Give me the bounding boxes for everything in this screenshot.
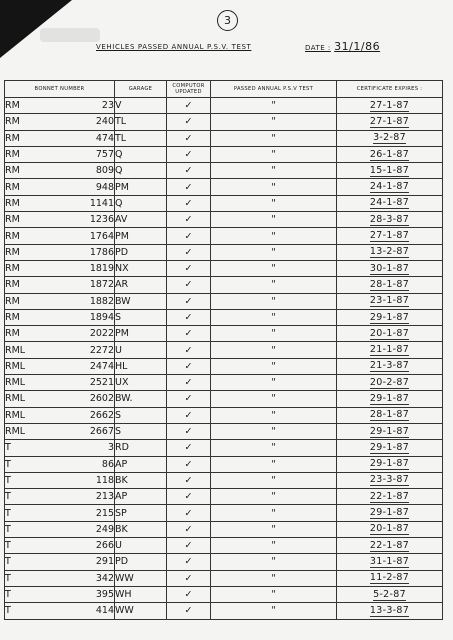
bonnet-number: 249 — [59, 521, 115, 537]
document-title: VEHICLES PASSED ANNUAL P.S.V. TEST — [96, 43, 252, 51]
computor-updated-check: ✓ — [167, 586, 211, 602]
table-row — [5, 293, 443, 309]
bonnet-class: RML — [5, 375, 59, 391]
bonnet-number: 1882 — [59, 293, 115, 309]
bonnet-class: RM — [5, 179, 59, 195]
garage-code: AR — [115, 277, 167, 293]
computor-updated-check: ✓ — [167, 603, 211, 619]
passed-test-ditto: " — [211, 505, 337, 521]
certificate-expiry: 5-2-87 — [373, 588, 406, 600]
bonnet-class: RM — [5, 277, 59, 293]
garage-code: BW — [115, 293, 167, 309]
computor-updated-check: ✓ — [167, 130, 211, 146]
computor-updated-check: ✓ — [167, 244, 211, 260]
computor-updated-check: ✓ — [167, 554, 211, 570]
page-number: 3 — [217, 10, 238, 31]
certificate-expiry-cell — [337, 456, 443, 472]
computor-updated-check: ✓ — [167, 228, 211, 244]
garage-code: HL — [115, 358, 167, 374]
table-row — [5, 228, 443, 244]
table-row — [5, 505, 443, 521]
bonnet-class: RM — [5, 163, 59, 179]
garage-code: Q — [115, 146, 167, 162]
certificate-expiry-cell — [337, 375, 443, 391]
bonnet-class: T — [5, 538, 59, 554]
certificate-expiry-cell — [337, 326, 443, 342]
table-row — [5, 570, 443, 586]
bonnet-number: 1894 — [59, 309, 115, 325]
bonnet-class: RM — [5, 260, 59, 276]
garage-code: TL — [115, 114, 167, 130]
passed-test-ditto: " — [211, 586, 337, 602]
col-header-bonnet-number: BONNET NUMBER — [5, 81, 115, 98]
table-row — [5, 603, 443, 619]
certificate-expiry-cell — [337, 244, 443, 260]
table-row — [5, 472, 443, 488]
table-header-row — [5, 81, 443, 98]
passed-test-ditto: " — [211, 130, 337, 146]
certificate-expiry-cell — [337, 179, 443, 195]
garage-code: SP — [115, 505, 167, 521]
certificate-expiry-cell — [337, 570, 443, 586]
bonnet-number: 395 — [59, 586, 115, 602]
certificate-expiry-cell — [337, 114, 443, 130]
computor-updated-check: ✓ — [167, 375, 211, 391]
certificate-expiry: 31-1-87 — [369, 555, 410, 567]
certificate-expiry-cell — [337, 293, 443, 309]
bonnet-number: 342 — [59, 570, 115, 586]
passed-test-ditto: " — [211, 456, 337, 472]
certificate-expiry: 24-1-87 — [369, 181, 410, 193]
computor-updated-check: ✓ — [167, 489, 211, 505]
bonnet-class: T — [5, 472, 59, 488]
computor-updated-check: ✓ — [167, 391, 211, 407]
bonnet-number: 2662 — [59, 407, 115, 423]
certificate-expiry-cell — [337, 505, 443, 521]
computor-updated-check: ✓ — [167, 570, 211, 586]
table-row — [5, 326, 443, 342]
bonnet-number: 2474 — [59, 358, 115, 374]
certificate-expiry-cell — [337, 407, 443, 423]
computor-updated-check: ✓ — [167, 456, 211, 472]
col-header-computor-updated: COMPUTOR UPDATED — [167, 81, 211, 98]
computor-updated-check: ✓ — [167, 293, 211, 309]
garage-code: AP — [115, 456, 167, 472]
table-row — [5, 440, 443, 456]
garage-code: PD — [115, 244, 167, 260]
certificate-expiry: 27-1-87 — [369, 115, 410, 127]
bonnet-class: T — [5, 570, 59, 586]
certificate-expiry: 27-1-87 — [369, 230, 410, 242]
computor-updated-check: ✓ — [167, 260, 211, 276]
bonnet-number: 1786 — [59, 244, 115, 260]
passed-test-ditto: " — [211, 375, 337, 391]
certificate-expiry: 13-2-87 — [369, 246, 410, 258]
bonnet-number: 213 — [59, 489, 115, 505]
computor-updated-check: ✓ — [167, 440, 211, 456]
certificate-expiry-cell — [337, 342, 443, 358]
table-row — [5, 163, 443, 179]
garage-code: Q — [115, 163, 167, 179]
bonnet-number: 3 — [59, 440, 115, 456]
table-row — [5, 244, 443, 260]
certificate-expiry-cell — [337, 489, 443, 505]
table-row — [5, 456, 443, 472]
bonnet-class: T — [5, 489, 59, 505]
certificate-expiry: 29-1-87 — [369, 458, 410, 470]
passed-test-ditto: " — [211, 407, 337, 423]
bonnet-class: RM — [5, 309, 59, 325]
passed-test-ditto: " — [211, 179, 337, 195]
bonnet-class: T — [5, 603, 59, 619]
table-row — [5, 130, 443, 146]
bonnet-class: RM — [5, 326, 59, 342]
passed-test-ditto: " — [211, 309, 337, 325]
certificate-expiry: 22-1-87 — [369, 490, 410, 502]
computor-updated-check: ✓ — [167, 521, 211, 537]
certificate-expiry: 20-2-87 — [369, 376, 410, 388]
bonnet-number: 948 — [59, 179, 115, 195]
garage-code: WH — [115, 586, 167, 602]
computor-updated-check: ✓ — [167, 179, 211, 195]
certificate-expiry-cell — [337, 163, 443, 179]
certificate-expiry: 20-1-87 — [369, 327, 410, 339]
certificate-expiry: 26-1-87 — [369, 148, 410, 160]
passed-test-ditto: " — [211, 440, 337, 456]
garage-code: S — [115, 407, 167, 423]
computor-updated-check: ✓ — [167, 423, 211, 439]
garage-code: AV — [115, 212, 167, 228]
certificate-expiry-cell — [337, 146, 443, 162]
passed-test-ditto: " — [211, 538, 337, 554]
computor-updated-check: ✓ — [167, 195, 211, 211]
certificate-expiry: 22-1-87 — [369, 539, 410, 551]
passed-test-ditto: " — [211, 342, 337, 358]
table-row — [5, 521, 443, 537]
table-row — [5, 538, 443, 554]
date-value: 31/1/86 — [334, 40, 381, 53]
certificate-expiry-cell — [337, 603, 443, 619]
garage-code: V — [115, 98, 167, 114]
bonnet-class: RM — [5, 228, 59, 244]
bonnet-class: T — [5, 586, 59, 602]
garage-code: WW — [115, 570, 167, 586]
certificate-expiry: 28-3-87 — [369, 213, 410, 225]
certificate-expiry: 23-3-87 — [369, 474, 410, 486]
bonnet-class: T — [5, 521, 59, 537]
bonnet-class: RM — [5, 293, 59, 309]
certificate-expiry: 21-3-87 — [369, 360, 410, 372]
certificate-expiry: 30-1-87 — [369, 262, 410, 274]
bonnet-number: 291 — [59, 554, 115, 570]
certificate-expiry-cell — [337, 440, 443, 456]
table-row — [5, 342, 443, 358]
bonnet-number: 1141 — [59, 195, 115, 211]
bonnet-number: 1236 — [59, 212, 115, 228]
bonnet-number: 2667 — [59, 423, 115, 439]
scan-smudge — [40, 28, 100, 42]
certificate-expiry: 20-1-87 — [369, 523, 410, 535]
garage-code: PD — [115, 554, 167, 570]
passed-test-ditto: " — [211, 326, 337, 342]
passed-test-ditto: " — [211, 358, 337, 374]
bonnet-class: RM — [5, 130, 59, 146]
certificate-expiry: 13-3-87 — [369, 604, 410, 616]
bonnet-class: RML — [5, 358, 59, 374]
certificate-expiry: 29-1-87 — [369, 425, 410, 437]
certificate-expiry-cell — [337, 521, 443, 537]
passed-test-ditto: " — [211, 98, 337, 114]
certificate-expiry-cell — [337, 538, 443, 554]
certificate-expiry: 29-1-87 — [369, 507, 410, 519]
bonnet-class: T — [5, 440, 59, 456]
table-row — [5, 277, 443, 293]
bonnet-number: 2602 — [59, 391, 115, 407]
certificate-expiry: 29-1-87 — [369, 441, 410, 453]
bonnet-number: 118 — [59, 472, 115, 488]
bonnet-class: RM — [5, 114, 59, 130]
bonnet-number: 86 — [59, 456, 115, 472]
certificate-expiry-cell — [337, 98, 443, 114]
certificate-expiry: 28-1-87 — [369, 409, 410, 421]
table-row — [5, 212, 443, 228]
certificate-expiry: 29-1-87 — [369, 392, 410, 404]
computor-updated-check: ✓ — [167, 309, 211, 325]
certificate-expiry-cell — [337, 472, 443, 488]
garage-code: BK — [115, 521, 167, 537]
certificate-expiry-cell — [337, 586, 443, 602]
garage-code: PM — [115, 179, 167, 195]
passed-test-ditto: " — [211, 293, 337, 309]
bonnet-number: 2272 — [59, 342, 115, 358]
document-date — [305, 40, 380, 53]
passed-test-ditto: " — [211, 391, 337, 407]
certificate-expiry: 27-1-87 — [369, 99, 410, 111]
passed-test-ditto: " — [211, 212, 337, 228]
table-row — [5, 146, 443, 162]
garage-code: WW — [115, 603, 167, 619]
garage-code: RD — [115, 440, 167, 456]
table-row — [5, 358, 443, 374]
table-row — [5, 195, 443, 211]
computor-updated-check: ✓ — [167, 212, 211, 228]
passed-test-ditto: " — [211, 554, 337, 570]
bonnet-class: RM — [5, 195, 59, 211]
certificate-expiry-cell — [337, 391, 443, 407]
certificate-expiry-cell — [337, 277, 443, 293]
certificate-expiry: 24-1-87 — [369, 197, 410, 209]
psv-test-table — [4, 80, 443, 620]
computor-updated-check: ✓ — [167, 326, 211, 342]
garage-code: U — [115, 538, 167, 554]
passed-test-ditto: " — [211, 260, 337, 276]
garage-code: NX — [115, 260, 167, 276]
certificate-expiry-cell — [337, 212, 443, 228]
certificate-expiry-cell — [337, 228, 443, 244]
bonnet-class: RM — [5, 98, 59, 114]
certificate-expiry: 15-1-87 — [369, 164, 410, 176]
col-header-passed-psv-test: PASSED ANNUAL P.S.V TEST — [211, 81, 337, 98]
passed-test-ditto: " — [211, 603, 337, 619]
bonnet-number: 1764 — [59, 228, 115, 244]
bonnet-number: 266 — [59, 538, 115, 554]
garage-code: BK — [115, 472, 167, 488]
bonnet-number: 757 — [59, 146, 115, 162]
table-row — [5, 407, 443, 423]
certificate-expiry-cell — [337, 195, 443, 211]
table-row — [5, 375, 443, 391]
table-row — [5, 179, 443, 195]
garage-code: Q — [115, 195, 167, 211]
bonnet-class: RM — [5, 146, 59, 162]
computor-updated-check: ✓ — [167, 146, 211, 162]
garage-code: PM — [115, 228, 167, 244]
bonnet-number: 474 — [59, 130, 115, 146]
bonnet-class: T — [5, 505, 59, 521]
passed-test-ditto: " — [211, 146, 337, 162]
bonnet-number: 240 — [59, 114, 115, 130]
passed-test-ditto: " — [211, 228, 337, 244]
passed-test-ditto: " — [211, 570, 337, 586]
table-row — [5, 98, 443, 114]
certificate-expiry: 28-1-87 — [369, 278, 410, 290]
computor-updated-check: ✓ — [167, 505, 211, 521]
bonnet-number: 2521 — [59, 375, 115, 391]
bonnet-class: RM — [5, 244, 59, 260]
date-label: DATE : — [305, 44, 331, 52]
bonnet-number: 23 — [59, 98, 115, 114]
bonnet-class: RML — [5, 391, 59, 407]
col-header-garage: GARAGE — [115, 81, 167, 98]
table-row — [5, 554, 443, 570]
col-header-certificate-expires: CERTIFICATE EXPIRES : — [337, 81, 443, 98]
bonnet-class: T — [5, 456, 59, 472]
garage-code: UX — [115, 375, 167, 391]
bonnet-number: 1819 — [59, 260, 115, 276]
garage-code: BW. — [115, 391, 167, 407]
passed-test-ditto: " — [211, 423, 337, 439]
bonnet-class: RML — [5, 342, 59, 358]
certificate-expiry-cell — [337, 554, 443, 570]
table-row — [5, 114, 443, 130]
table-row — [5, 489, 443, 505]
garage-code: S — [115, 309, 167, 325]
certificate-expiry: 3-2-87 — [373, 132, 406, 144]
table-row — [5, 309, 443, 325]
bonnet-number: 2022 — [59, 326, 115, 342]
passed-test-ditto: " — [211, 521, 337, 537]
passed-test-ditto: " — [211, 195, 337, 211]
computor-updated-check: ✓ — [167, 358, 211, 374]
certificate-expiry: 23-1-87 — [369, 295, 410, 307]
certificate-expiry-cell — [337, 260, 443, 276]
computor-updated-check: ✓ — [167, 114, 211, 130]
bonnet-number: 809 — [59, 163, 115, 179]
table-row — [5, 423, 443, 439]
passed-test-ditto: " — [211, 244, 337, 260]
table-row — [5, 260, 443, 276]
garage-code: S — [115, 423, 167, 439]
computor-updated-check: ✓ — [167, 342, 211, 358]
certificate-expiry: 21-1-87 — [369, 344, 410, 356]
passed-test-ditto: " — [211, 489, 337, 505]
passed-test-ditto: " — [211, 163, 337, 179]
passed-test-ditto: " — [211, 277, 337, 293]
passed-test-ditto: " — [211, 472, 337, 488]
table-row — [5, 391, 443, 407]
computor-updated-check: ✓ — [167, 277, 211, 293]
garage-code: AP — [115, 489, 167, 505]
computor-updated-check: ✓ — [167, 407, 211, 423]
bonnet-class: RML — [5, 407, 59, 423]
bonnet-number: 215 — [59, 505, 115, 521]
passed-test-ditto: " — [211, 114, 337, 130]
garage-code: U — [115, 342, 167, 358]
garage-code: TL — [115, 130, 167, 146]
certificate-expiry-cell — [337, 358, 443, 374]
bonnet-class: RM — [5, 212, 59, 228]
certificate-expiry-cell — [337, 423, 443, 439]
certificate-expiry: 29-1-87 — [369, 311, 410, 323]
bonnet-class: T — [5, 554, 59, 570]
garage-code: PM — [115, 326, 167, 342]
bonnet-number: 414 — [59, 603, 115, 619]
computor-updated-check: ✓ — [167, 163, 211, 179]
computor-updated-check: ✓ — [167, 472, 211, 488]
certificate-expiry-cell — [337, 309, 443, 325]
certificate-expiry-cell — [337, 130, 443, 146]
computor-updated-check: ✓ — [167, 98, 211, 114]
table-row — [5, 586, 443, 602]
certificate-expiry: 11-2-87 — [369, 572, 410, 584]
computor-updated-check: ✓ — [167, 538, 211, 554]
bonnet-number: 1872 — [59, 277, 115, 293]
bonnet-class: RML — [5, 423, 59, 439]
